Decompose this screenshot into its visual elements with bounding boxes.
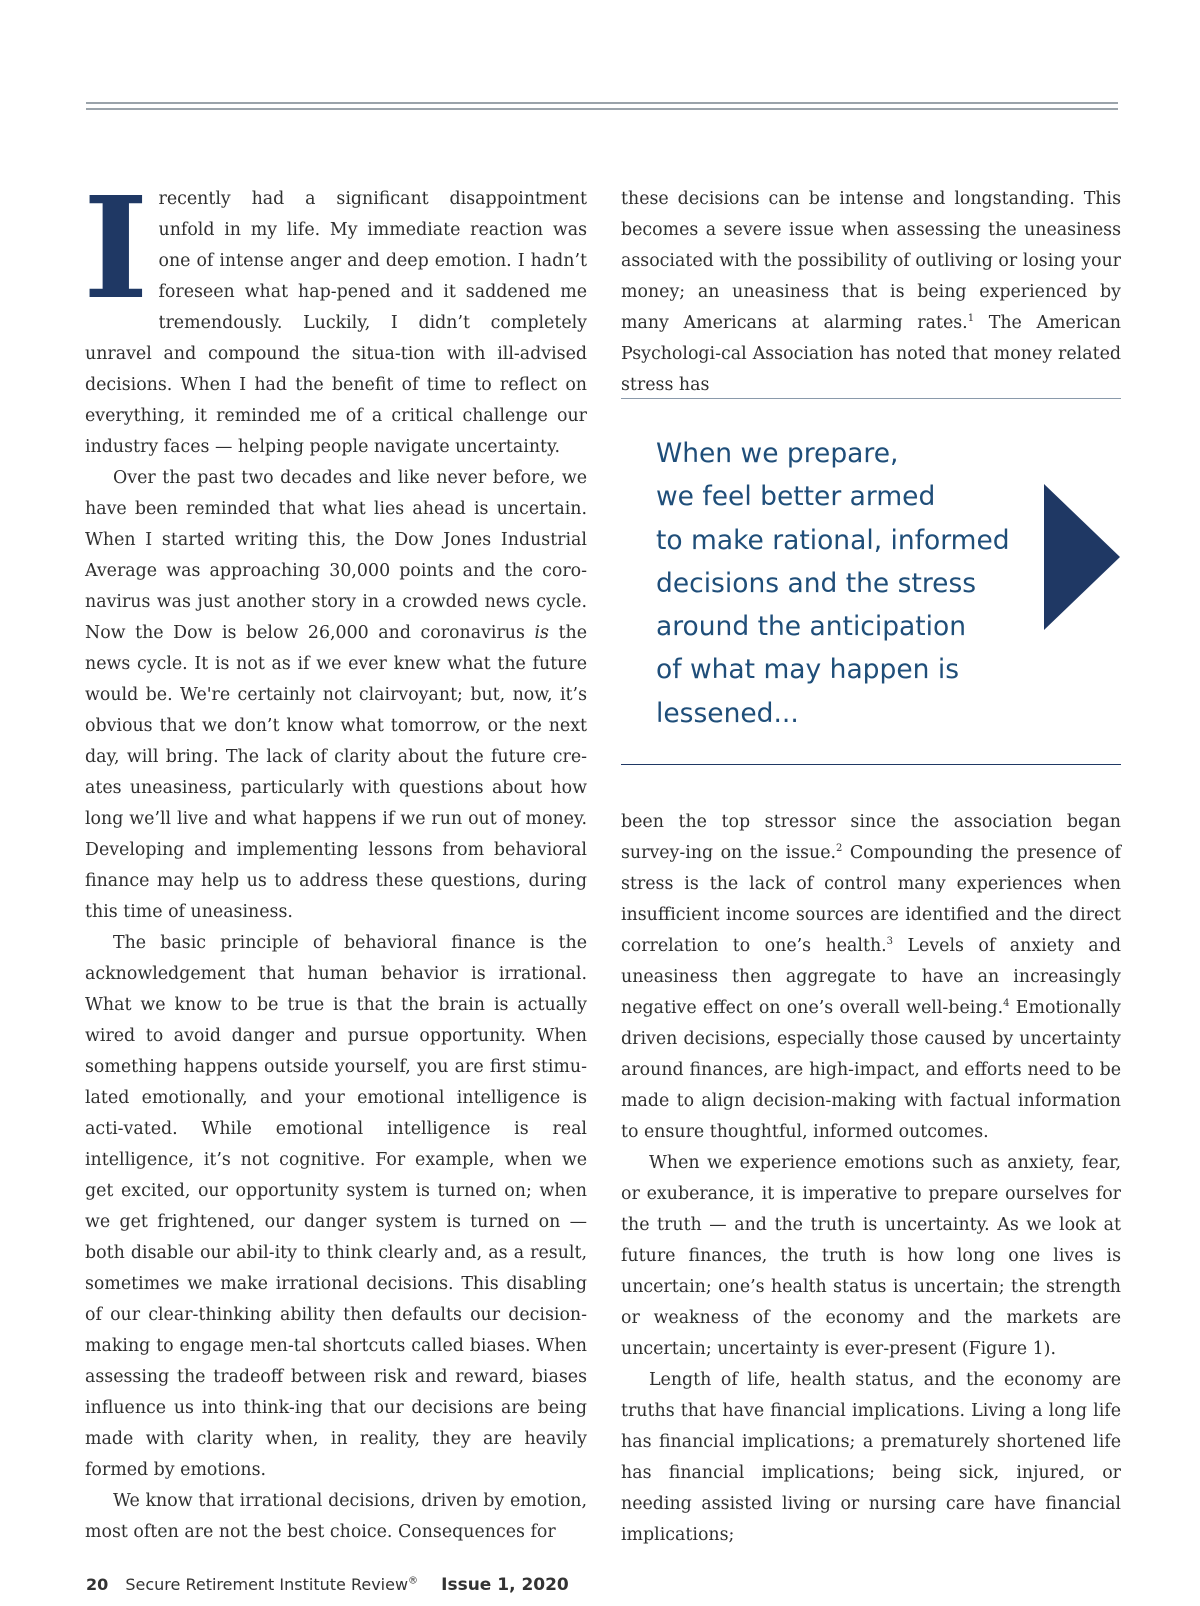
footnote-ref-2: 2 xyxy=(836,843,843,855)
publication-name: Secure Retirement Institute Review xyxy=(125,1575,409,1594)
page-footer xyxy=(86,1575,569,1595)
footnote-ref-1: 1 xyxy=(967,313,975,325)
right-paragraph-continued xyxy=(621,184,1121,401)
header-rule-bottom xyxy=(86,108,1118,110)
paragraph-2 xyxy=(85,463,587,928)
paragraph-4: We know that irrational decisions, driven by emotion, most often are not the best choice. Consequences for xyxy=(85,1491,587,1542)
emphasis-is: is xyxy=(534,623,549,643)
right-p1-text-b: Compounding the presence of stress is the lack of control many experiences when insufficient income sources are identified and the direct correlation to one’s health. xyxy=(621,843,1121,956)
right-paragraph-1 xyxy=(621,807,1121,1148)
pull-quote-line: lessened... xyxy=(656,697,799,729)
issue-label: Issue 1, 2020 xyxy=(441,1575,569,1595)
drop-cap: I xyxy=(83,167,149,331)
footnote-ref-4: 4 xyxy=(1003,998,1010,1010)
right-column-bottom xyxy=(621,807,1121,1551)
paragraph-1 xyxy=(83,167,587,463)
paragraph-1-text: recently had a significant disappointment unfold in my life. My immediate reaction was one of intense anger and deep emotion. I hadn’t foreseen what hap-pened and it saddened me tremendously. Luckily, I didn’t completely unravel and compound the situa-tion with ill-advised decisions. When I had the benefit of time to reflect on everything, it reminded me of a critical challenge our industry faces — helping people navigate uncertainty. xyxy=(85,189,587,457)
right-paragraph-2: When we experience emotions such as anxiety, fear, or exuberance, it is imperative to prepare ourselves for the truth — and the truth is uncertainty. As we look at future finances, the truth is how long one lives is uncertain; one’s health status is uncertain; the strength or weakness of the economy and the markets are uncertain; uncertainty is ever-present (Figure 1). xyxy=(621,1153,1121,1359)
pull-quote-line: around the anticipation xyxy=(656,611,967,643)
right-p1-text-c: Levels of anxiety and uneasiness then aggregate to have an increasingly negative effect on one’s overall well-being. xyxy=(621,936,1121,1018)
right-paragraph-3: Length of life, health status, and the economy are truths that have financial implications. Living a long life has financial implications; a prematurely shortened life has financial implications; being sick, injured, or needing assisted living or nursing care have financial implications; xyxy=(621,1370,1121,1545)
triangle-arrow-icon xyxy=(1044,484,1120,630)
right-p1-text-d: Emotionally driven decisions, especially those caused by uncertainty around finances, are high-impact, and efforts need to be made to align decision-making with factual information to ensure thoughtful, informed outcomes. xyxy=(621,998,1121,1142)
pull-quote-line: decisions and the stress xyxy=(656,567,977,599)
paragraph-3: The basic principle of behavioral finance is the acknowledgement that human behavior is irrational. What we know to be true is that the brain is actually wired to avoid danger and pursue opportunity. When something happens outside yourself, you are first stimu-lated emotionally, and your emotional intelligence is acti-vated. While emotional intelligence is real intelligence, it’s not cognitive. For example, when we get excited, our opportunity system is turned on; when we get frightened, our danger system is turned on — both disable our abil-ity to think clearly and, as a result, sometimes we make irrational decisions. This disabling of our clear-thinking ability then defaults our decision-making to engage men-tal shortcuts called biases. When assessing the tradeoff between risk and reward, biases influence us into think-ing that our decisions are being made with clarity when, in reality, they are heavily formed by emotions. xyxy=(85,933,587,1480)
left-column xyxy=(83,167,587,1548)
paragraph-2-text-b: the news cycle. It is not as if we ever knew what the future would be. We're certainly not clairvoyant; but, now, it’s obvious that we don’t know what tomorrow, or the next day, will bring. The lack of clarity about the future cre-ates uneasiness, particularly with questions about how long we’ll live and what happens if we run out of money. Developing and implementing lessons from behavioral finance may help us to address these questions, during this time of uneasiness. xyxy=(85,623,587,922)
pull-quote-line: of what may happen is xyxy=(656,654,960,686)
right-column-top xyxy=(621,184,1121,401)
pull-quote-rule-top xyxy=(621,398,1121,399)
right-p1-text-a: been the top stressor since the association began survey-ing on the issue. xyxy=(621,812,1121,863)
pull-quote xyxy=(656,432,1036,735)
pull-quote-line: we feel better armed xyxy=(656,481,936,513)
pull-quote-rule-bottom xyxy=(621,764,1121,765)
paragraph-2-text-a: Over the past two decades and like never before, we have been reminded that what lies ahead is uncertain. When I started writing this, the Dow Jones Industrial Average was approaching 30,000 points and the coro-navirus was just another story in a crowded news cycle. Now the Dow is below 26,000 and coronavirus xyxy=(85,468,587,643)
registered-mark: ® xyxy=(408,1575,419,1587)
footnote-ref-3: 3 xyxy=(886,936,894,948)
right-text-b: The American Psychologi-cal Association has noted that money related stress has xyxy=(621,313,1121,395)
right-text-a: these decisions can be intense and longstanding. This becomes a severe issue when assessing the uneasiness associated with the possibility of outliving or losing your money; an uneasiness that is being experienced by many Americans at alarming rates. xyxy=(621,189,1121,333)
page-number: 20 xyxy=(86,1575,109,1594)
header-rule-top xyxy=(86,102,1118,104)
pull-quote-line: When we prepare, xyxy=(656,438,899,469)
pull-quote-line: to make rational, informed xyxy=(656,524,1010,556)
